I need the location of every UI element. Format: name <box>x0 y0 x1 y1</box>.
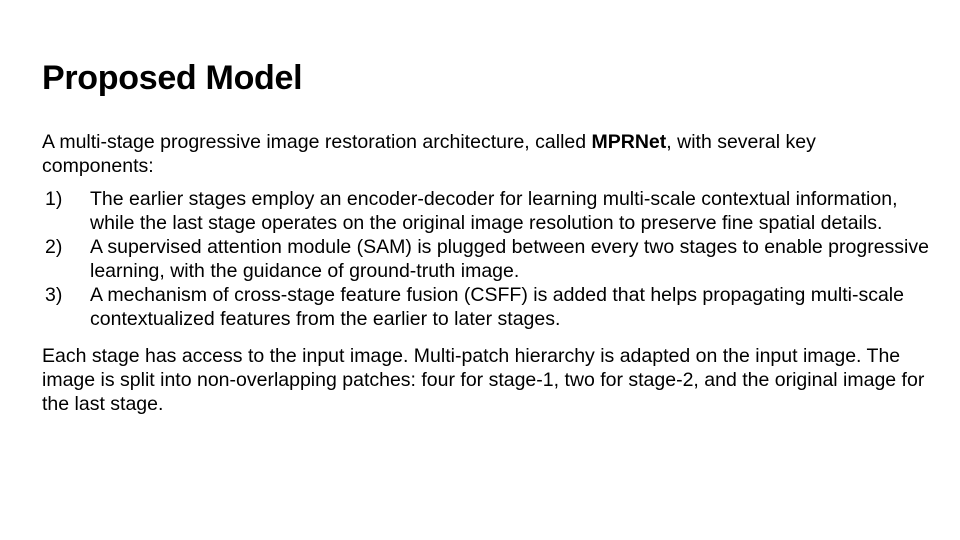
component-list <box>42 187 932 331</box>
intro-text-end: , with several key components: <box>42 131 816 177</box>
list-item-text: The earlier stages employ an encoder-decoder for learning multi-scale contextual information, while the last stage operates on the original image resolution to preserve fine spatial details. <box>90 188 898 234</box>
model-name: MPRNet <box>591 131 667 153</box>
outro-paragraph: Each stage has access to the input image. Multi-patch hierarchy is adapted on the input image. The image is split into non-overlapping patches: four for stage-1, two for stage-2, and the original image for the last stage. <box>42 345 925 415</box>
list-item <box>42 283 932 331</box>
slide-body <box>42 130 932 416</box>
list-item-number: 2) <box>45 236 63 258</box>
list-item <box>42 235 932 283</box>
list-item <box>42 187 932 235</box>
intro-text-start: A multi-stage progressive image restoration architecture, called <box>42 131 592 153</box>
list-item-text: A mechanism of cross-stage feature fusion (CSFF) is added that helps propagating multi-scale contextualized features from the earlier to later stages. <box>90 284 904 330</box>
list-item-number: 1) <box>45 188 63 210</box>
intro-paragraph <box>42 130 932 178</box>
list-item-number: 3) <box>45 284 63 306</box>
slide-title: Proposed Model <box>42 59 303 97</box>
list-item-text: A supervised attention module (SAM) is plugged between every two stages to enable progressive learning, with the guidance of ground-truth image. <box>90 236 929 282</box>
